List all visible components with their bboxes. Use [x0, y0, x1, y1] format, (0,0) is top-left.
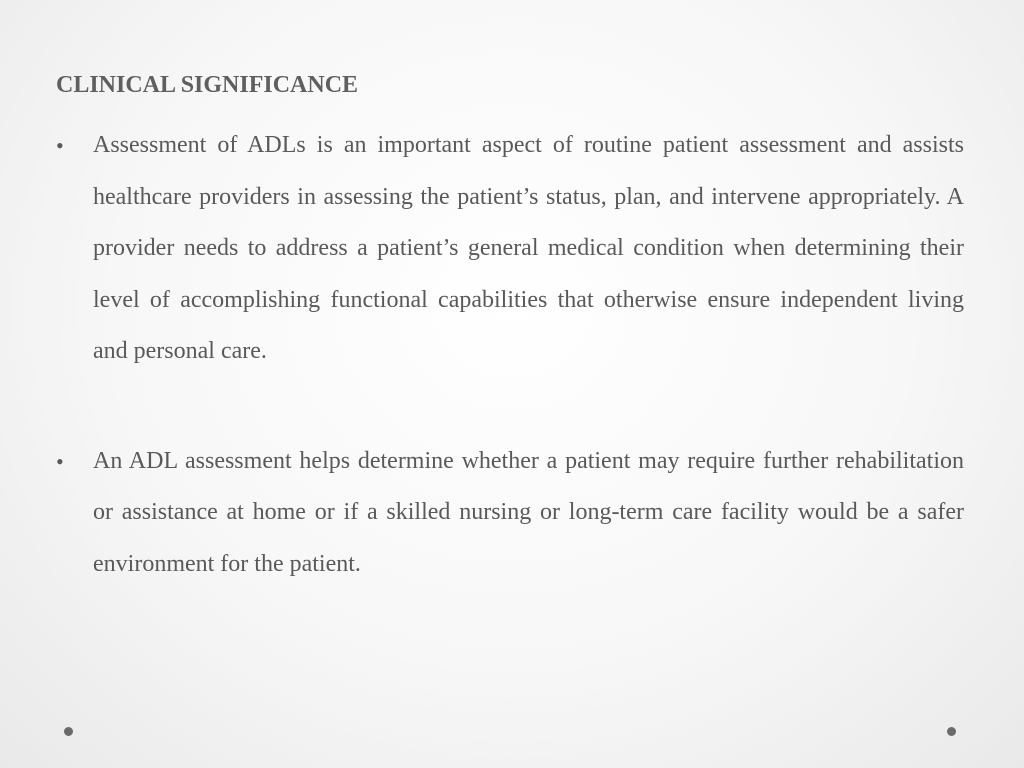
slide-title: CLINICAL SIGNIFICANCE — [56, 72, 359, 98]
decorative-dot-icon — [64, 727, 73, 736]
bullet-icon: • — [56, 133, 64, 158]
bullet-item — [56, 120, 964, 378]
bullet-icon: • — [56, 448, 64, 474]
bullet-text: An ADL assessment helps determine whether a patient may require further rehabilitation or assistance at home or if a skilled nursing or long-term care facility would be a safer environment for the patient. — [93, 447, 964, 577]
decorative-dot-icon — [947, 727, 956, 736]
bullet-list — [56, 120, 964, 590]
bullet-item — [56, 436, 964, 591]
bullet-text: Assessment of ADLs is an important aspect of routine patient assessment and assists healthcare providers in assessing the patient’s status, plan, and intervene appropriately. A provider needs to address a patient’s general medical condition when determining their level of accomplishing functional capabilities that otherwise ensure independent living and personal care. — [93, 132, 964, 364]
